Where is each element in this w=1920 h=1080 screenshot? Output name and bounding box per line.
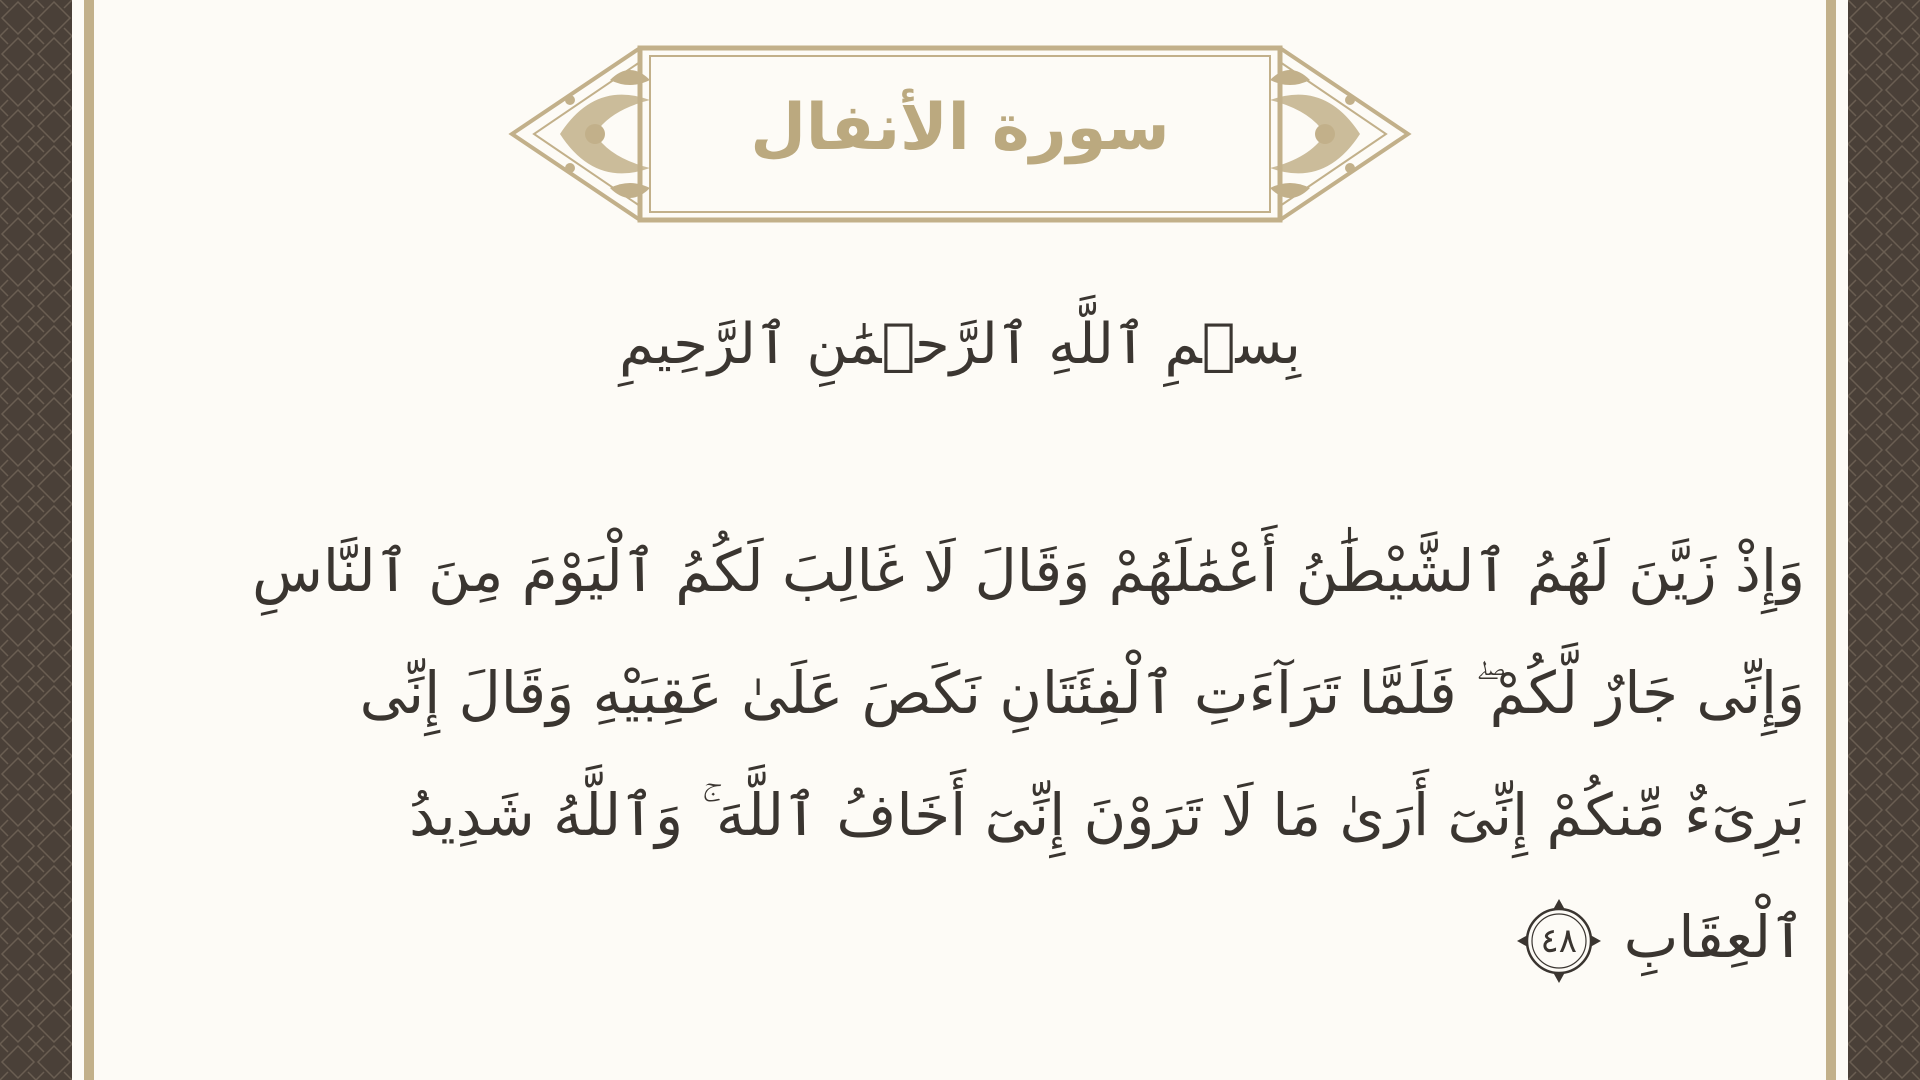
surah-title-cartouche	[500, 40, 1420, 228]
surah-title: سورة الأنفال	[750, 91, 1170, 165]
verse-line-text: ٱلْعِقَابِ	[1623, 903, 1805, 971]
verse-text	[252, 510, 1805, 1010]
right-ornamental-border	[1848, 0, 1920, 1080]
basmala: بِسۡمِ ٱللَّهِ ٱلرَّحۡمَٰنِ ٱلرَّحِيمِ	[619, 312, 1301, 377]
right-gold-rule	[1826, 0, 1836, 1080]
ayah-number: ٤٨	[1540, 920, 1578, 961]
left-ornamental-border	[0, 0, 72, 1080]
left-gold-rule	[84, 0, 94, 1080]
verse-line-last	[270, 876, 1805, 998]
verse-line: وَإِذْ زَيَّنَ لَهُمُ ٱلشَّيْطَٰنُ أَعْمَٰلَهُمْ وَقَالَ لَا غَالِبَ لَكُمُ ٱلْيَوْمَ مِنَ ٱلنَّاسِ	[252, 537, 1805, 605]
verse-line: وَإِنِّى جَارٌ لَّكُمْ ۖ فَلَمَّا تَرَآءَتِ ٱلْفِئَتَانِ نَكَصَ عَلَىٰ عَقِبَيْهِ وَقَالَ إِنِّى	[359, 659, 1805, 727]
ayah-end-marker	[1516, 898, 1602, 984]
verse-line: بَرِىٓءٌ مِّنكُمْ إِنِّىٓ أَرَىٰ مَا لَا تَرَوْنَ إِنِّىٓ أَخَافُ ٱللَّهَ ۚ وَٱللَّهُ شَدِيدُ	[409, 781, 1805, 849]
